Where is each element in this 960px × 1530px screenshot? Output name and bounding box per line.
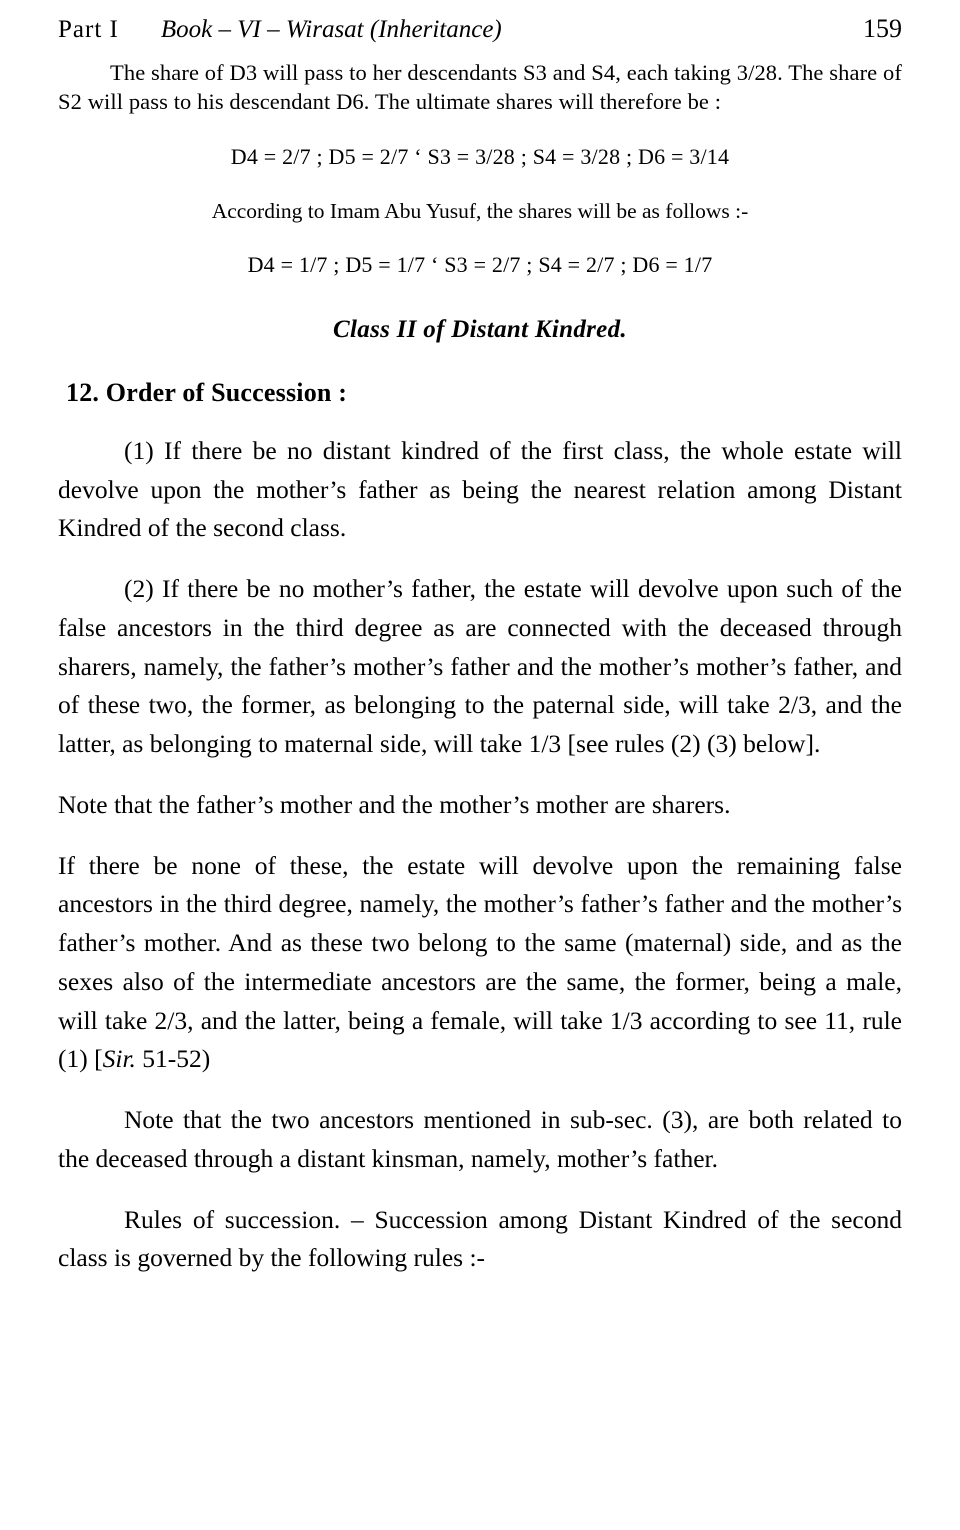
header-book-title: Book – VI – Wirasat (Inheritance): [160, 16, 502, 43]
rule-2-paragraph: (2) If there be no mother’s father, the estate will devolve upon such of the false ancestors in the third degree as are connected with the deceased through sharers, namely, the father’s mother’s father and the mother’s mother’s father, and of these two, the former, as belonging to the paternal side, will take 2/3, and the latter, as belonging to maternal side, will take 1/3 [see rules (2) (3) below].: [58, 574, 902, 759]
class-heading: Class II of Distant Kindred.: [333, 315, 627, 343]
citation-sir: Sir.: [102, 1044, 136, 1074]
equation-abu-yusuf-shares: D4 = 1/7 ; D5 = 1/7 ‘ S3 = 2/7 ; S4 = 2/7 ; D6 = 1/7: [247, 252, 713, 278]
citation-pages: 51-52): [135, 1044, 211, 1074]
page-header: [58, 14, 902, 44]
none-of-these-paragraph: [58, 847, 902, 1080]
note-sharers-paragraph: Note that the father’s mother and the mother’s mother are sharers.: [58, 789, 731, 819]
page-body: [58, 58, 902, 1278]
abu-yusuf-line: According to Imam Abu Yusuf, the shares will be as follows :-: [211, 199, 749, 224]
rule-1-paragraph: (1) If there be no distant kindred of the first class, the whole estate will devolve upon the mother’s father as being the nearest relation among Distant Kindred of the second class.: [58, 435, 902, 543]
note-two-ancestors-paragraph: Note that the two ancestors mentioned in sub-sec. (3), are both related to the deceased through a distant kinsman, namely, mother’s father.: [58, 1105, 902, 1173]
header-part-label: Part I: [58, 16, 119, 43]
rules-of-succession-paragraph: Rules of succession. – Succession among Distant Kindred of the second class is governed by the following rules :-: [58, 1204, 902, 1273]
page-number: 159: [863, 14, 902, 43]
none-of-these-text: If there be none of these, the estate will devolve upon the remaining false ancestors in the third degree, namely, the mother’s father’s father and the mother’s father’s mother. And as these two belong to the same (maternal) side, and as the sexes also of the intermediate ancestors are the same, the former, being a male, will take 2/3, and the latter, being a female, will take 1/3 according to see 11, rule (1) [: [58, 850, 902, 1074]
order-of-succession-heading: 12. Order of Succession :: [66, 378, 348, 408]
equation-ultimate-shares: D4 = 2/7 ; D5 = 2/7 ‘ S3 = 3/28 ; S4 = 3/28 ; D6 = 3/14: [230, 143, 730, 169]
intro-paragraph: The share of D3 will pass to her descendants S3 and S4, each taking 3/28. The share of S2 will pass to his descendant D6. The ultimate shares will therefore be :: [58, 60, 902, 115]
